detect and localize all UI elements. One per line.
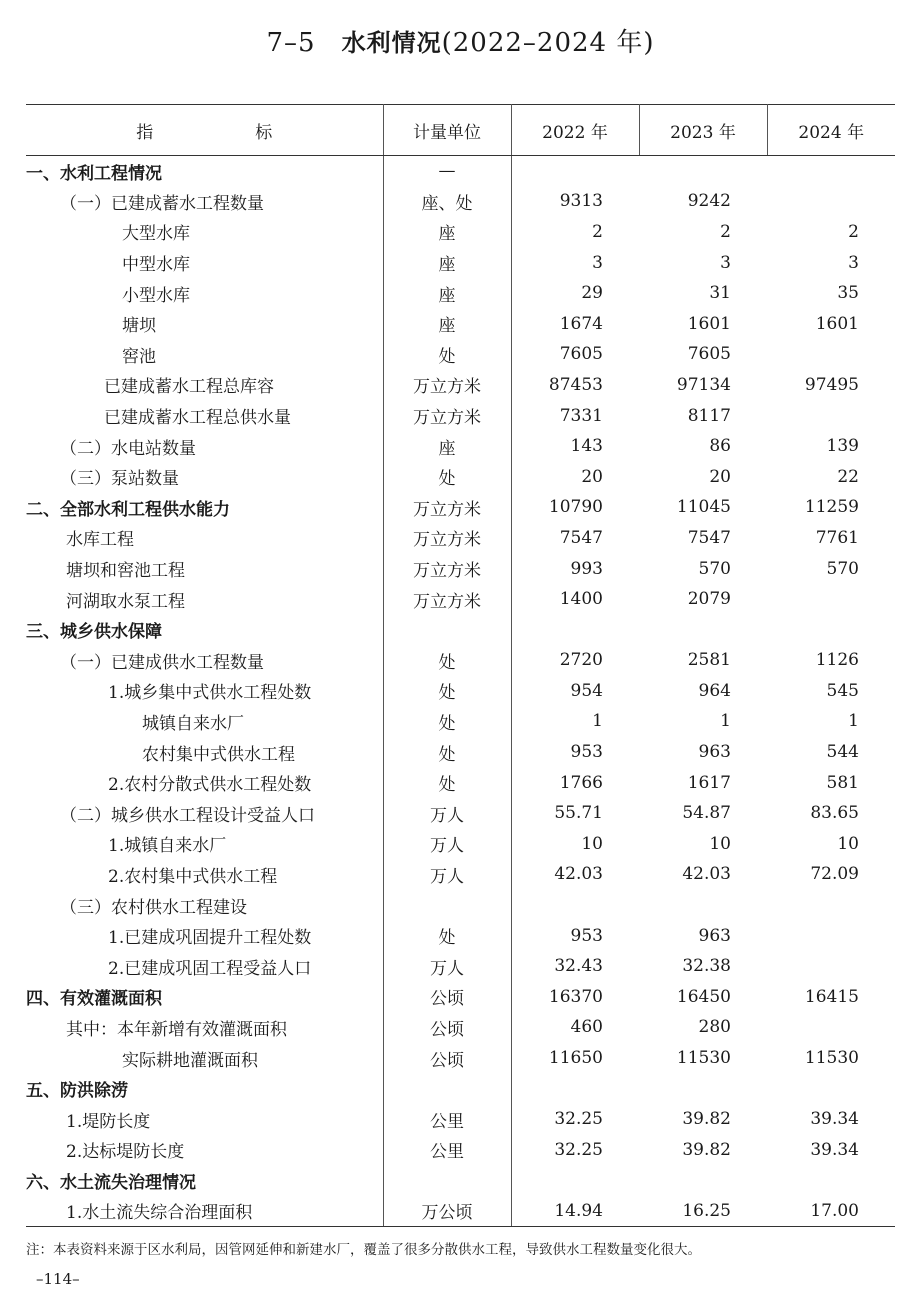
row-label: 2.已建成巩固工程受益人口 [108, 958, 312, 979]
row-value-2023: 7605 [687, 344, 731, 365]
row-unit: 公顷 [383, 1012, 511, 1043]
row-value-2024: 39.34 [810, 1109, 859, 1130]
row-value-2023: 11530 [676, 1048, 731, 1069]
row-value-2022: 87453 [548, 374, 603, 395]
row-unit: 处 [383, 737, 511, 768]
row-label: 塘坝和窖池工程 [66, 561, 185, 582]
row-value-2023: 964 [698, 680, 731, 701]
row-value-2022: 1766 [559, 772, 603, 793]
row-label: 一、水利工程情况 [26, 163, 162, 184]
row-value-2022: 16370 [548, 986, 603, 1007]
row-value-2024: 139 [826, 436, 859, 457]
row-value-2023: 16.25 [639, 1196, 767, 1227]
row-unit: 万立方米 [383, 370, 511, 401]
row-label: 四、有效灌溉面积 [26, 989, 162, 1010]
table-row [26, 1104, 895, 1135]
table-row [26, 829, 895, 860]
table-row [26, 523, 895, 554]
row-value-2023: 2079 [687, 589, 731, 610]
row-label: （二）水电站数量 [60, 438, 196, 459]
row-unit: 万人 [383, 829, 511, 860]
header-unit: 计量单位 [383, 105, 511, 156]
row-value-2024: 39.34 [810, 1139, 859, 1160]
row-unit: 万立方米 [383, 584, 511, 615]
row-value-2024: 16415 [804, 986, 859, 1007]
row-value-2024: 11259 [804, 497, 859, 518]
row-unit [383, 1165, 511, 1196]
row-value-2022: 20 [581, 466, 603, 487]
row-value-2023: 39.82 [682, 1139, 731, 1160]
table-row [26, 1196, 895, 1227]
row-value-2022: 10 [581, 833, 603, 854]
row-value-2024: 35 [837, 283, 859, 304]
row-value-2023 [639, 1165, 767, 1196]
row-value-2022: 953 [570, 925, 603, 946]
table-row [26, 951, 895, 982]
row-value-2024 [767, 1073, 895, 1104]
row-label: （三）农村供水工程建设 [60, 897, 247, 918]
row-value-2023: 963 [698, 742, 731, 763]
row-value-2022: 14.94 [511, 1196, 639, 1227]
header-2024: 2024 年 [767, 105, 895, 156]
row-label: 2.农村分散式供水工程处数 [108, 775, 312, 796]
row-value-2024: 97495 [804, 374, 859, 395]
table-row [26, 461, 895, 492]
table-row [26, 737, 895, 768]
table-row [26, 584, 895, 615]
table-row [26, 645, 895, 676]
row-value-2022: 953 [570, 742, 603, 763]
row-value-2024: 83.65 [810, 803, 859, 824]
table-row [26, 492, 895, 523]
row-unit: 座 [383, 431, 511, 462]
row-label: （一）已建成蓄水工程数量 [60, 193, 264, 214]
row-label: （一）已建成供水工程数量 [60, 652, 264, 673]
table-body [26, 156, 895, 1227]
row-value-2023: 86 [709, 436, 731, 457]
row-value-2024 [767, 920, 895, 951]
row-value-2024 [767, 400, 895, 431]
row-value-2022: 32.43 [554, 956, 603, 977]
row-label: 已建成蓄水工程总库容 [104, 377, 274, 398]
row-value-2022: 29 [581, 283, 603, 304]
row-value-2024: 1601 [815, 313, 859, 334]
row-value-2024 [767, 614, 895, 645]
table-row [26, 156, 895, 187]
row-value-2022: 3 [592, 252, 603, 273]
row-unit: 万人 [383, 798, 511, 829]
row-value-2022: 10790 [548, 497, 603, 518]
row-value-2022 [511, 1073, 639, 1104]
row-label: 其中：本年新增有效灌溉面积 [66, 1019, 287, 1040]
row-value-2023: 16450 [676, 986, 731, 1007]
row-value-2022: 460 [570, 1017, 603, 1038]
row-unit: 万人 [383, 859, 511, 890]
row-label: 城镇自来水厂 [142, 713, 244, 734]
row-value-2024 [767, 584, 895, 615]
row-value-2023: 11045 [676, 497, 731, 518]
row-value-2024: 10 [837, 833, 859, 854]
row-unit: 座、处 [383, 186, 511, 217]
row-unit: 处 [383, 676, 511, 707]
row-value-2024: 22 [837, 466, 859, 487]
table-row [26, 400, 895, 431]
row-value-2022: 2 [592, 221, 603, 242]
row-unit [383, 1073, 511, 1104]
table-row [26, 614, 895, 645]
row-value-2022: 2720 [559, 650, 603, 671]
row-value-2023: 39.82 [682, 1109, 731, 1130]
table-row [26, 798, 895, 829]
header-2022: 2022 年 [511, 105, 639, 156]
row-value-2024 [767, 890, 895, 921]
row-value-2024 [767, 1012, 895, 1043]
row-unit: 公里 [383, 1104, 511, 1135]
row-unit: 万立方米 [383, 492, 511, 523]
row-label: 三、城乡供水保障 [26, 622, 162, 643]
row-unit: 处 [383, 339, 511, 370]
row-unit: 处 [383, 461, 511, 492]
row-value-2024: 581 [826, 772, 859, 793]
row-value-2023: 42.03 [682, 864, 731, 885]
row-unit: 万立方米 [383, 523, 511, 554]
row-value-2022: 1400 [559, 589, 603, 610]
table-row [26, 431, 895, 462]
table-row [26, 1073, 895, 1104]
row-value-2022 [511, 890, 639, 921]
row-unit: 公顷 [383, 982, 511, 1013]
table-row [26, 553, 895, 584]
row-label: 五、防洪除涝 [26, 1081, 128, 1102]
row-value-2024: 545 [826, 680, 859, 701]
row-value-2023: 97134 [676, 374, 731, 395]
row-unit: 座 [383, 278, 511, 309]
table-row [26, 247, 895, 278]
row-unit: 座 [383, 308, 511, 339]
table-row [26, 706, 895, 737]
row-value-2024: 17.00 [767, 1196, 895, 1227]
row-unit [383, 614, 511, 645]
row-label: 六、水土流失治理情况 [26, 1172, 196, 1193]
table-row [26, 1043, 895, 1074]
page-number: –114– [36, 1270, 80, 1288]
row-label: 窖池 [122, 346, 156, 367]
row-unit: — [383, 156, 511, 187]
row-value-2024: 2 [848, 221, 859, 242]
row-unit: 万立方米 [383, 553, 511, 584]
row-value-2022: 1 [592, 711, 603, 732]
row-value-2024 [767, 186, 895, 217]
row-value-2023: 1601 [687, 313, 731, 334]
row-unit: 座 [383, 247, 511, 278]
table-row [26, 982, 895, 1013]
row-value-2023 [639, 156, 767, 187]
row-label: 1.城镇自来水厂 [108, 836, 227, 857]
row-value-2023: 7547 [687, 527, 731, 548]
row-value-2022: 32.25 [554, 1109, 603, 1130]
header-row [26, 105, 895, 156]
row-unit: 处 [383, 920, 511, 951]
row-value-2022 [511, 614, 639, 645]
row-value-2022: 1674 [559, 313, 603, 334]
row-value-2024: 7761 [815, 527, 859, 548]
row-unit: 处 [383, 706, 511, 737]
row-label: 2.达标堤防长度 [66, 1142, 185, 1163]
row-label: 二、全部水利工程供水能力 [26, 499, 230, 520]
row-value-2022: 11650 [548, 1048, 603, 1069]
row-value-2022: 143 [570, 436, 603, 457]
row-value-2023: 20 [709, 466, 731, 487]
row-value-2024: 11530 [804, 1048, 859, 1069]
row-unit: 座 [383, 217, 511, 248]
row-value-2024 [767, 951, 895, 982]
row-value-2023: 54.87 [682, 803, 731, 824]
row-label: 2.农村集中式供水工程 [108, 866, 278, 887]
table-row [26, 370, 895, 401]
row-value-2023: 8117 [687, 405, 731, 426]
row-value-2023 [639, 890, 767, 921]
row-unit: 万公顷 [383, 1196, 511, 1227]
row-unit: 万人 [383, 951, 511, 982]
row-value-2023: 280 [698, 1017, 731, 1038]
row-value-2023: 2581 [687, 650, 731, 671]
table-row [26, 859, 895, 890]
row-label: （三）泵站数量 [60, 469, 179, 490]
header-indicator: 指 标 [26, 105, 383, 156]
row-label: 河湖取水泵工程 [66, 591, 185, 612]
row-value-2024: 72.09 [810, 864, 859, 885]
row-value-2023: 31 [709, 283, 731, 304]
row-value-2022: 7605 [559, 344, 603, 365]
row-value-2023: 10 [709, 833, 731, 854]
table-row [26, 1012, 895, 1043]
table-row [26, 676, 895, 707]
row-label: 已建成蓄水工程总供水量 [104, 408, 291, 429]
row-value-2022: 954 [570, 680, 603, 701]
row-unit [383, 890, 511, 921]
row-value-2023: 32.38 [682, 956, 731, 977]
table-row [26, 1165, 895, 1196]
row-label: 塘坝 [122, 316, 156, 337]
row-value-2024 [767, 1165, 895, 1196]
row-value-2022: 32.25 [554, 1139, 603, 1160]
row-value-2022 [511, 156, 639, 187]
water-conservancy-table [26, 104, 895, 1227]
row-label: 农村集中式供水工程 [142, 744, 295, 765]
row-value-2023: 570 [698, 558, 731, 579]
row-label: 1.城乡集中式供水工程处数 [108, 683, 312, 704]
row-label: （二）城乡供水工程设计受益人口 [60, 805, 315, 826]
table-row [26, 920, 895, 951]
row-label: 1.已建成巩固提升工程处数 [108, 928, 312, 949]
table-header [26, 105, 895, 156]
row-value-2023 [639, 614, 767, 645]
row-value-2023: 1 [720, 711, 731, 732]
row-label: 1.水土流失综合治理面积 [26, 1196, 383, 1227]
table-row [26, 339, 895, 370]
row-value-2023: 3 [720, 252, 731, 273]
row-value-2022: 7331 [559, 405, 603, 426]
table-title [0, 22, 921, 59]
row-value-2022: 55.71 [554, 803, 603, 824]
row-label: 1.堤防长度 [66, 1111, 151, 1132]
table-row [26, 217, 895, 248]
table-row [26, 186, 895, 217]
row-value-2024: 570 [826, 558, 859, 579]
table-title-text: 水利情况 [341, 29, 442, 57]
row-value-2022: 42.03 [554, 864, 603, 885]
table-row [26, 278, 895, 309]
row-value-2023: 9242 [687, 191, 731, 212]
row-value-2024: 544 [826, 742, 859, 763]
row-value-2022: 9313 [559, 191, 603, 212]
row-value-2023: 963 [698, 925, 731, 946]
row-unit: 公里 [383, 1135, 511, 1166]
row-value-2024 [767, 156, 895, 187]
row-label: 实际耕地灌溉面积 [122, 1050, 258, 1071]
table-row [26, 1135, 895, 1166]
row-value-2022: 993 [570, 558, 603, 579]
row-value-2023 [639, 1073, 767, 1104]
row-value-2023: 2 [720, 221, 731, 242]
table-row [26, 767, 895, 798]
row-label: 中型水库 [122, 255, 190, 276]
row-value-2022: 7547 [559, 527, 603, 548]
table-title-years: (2022–2024 年) [441, 28, 655, 58]
table-note: 注：本表资料来源于区水利局，因管网延伸和新建水厂，覆盖了很多分散供水工程，导致供水工程数量变化很大。 [26, 1242, 701, 1258]
row-value-2022 [511, 1165, 639, 1196]
row-value-2024: 1 [848, 711, 859, 732]
row-value-2024: 3 [848, 252, 859, 273]
row-unit: 处 [383, 645, 511, 676]
row-label: 小型水库 [122, 285, 190, 306]
table-row [26, 890, 895, 921]
row-value-2024: 1126 [815, 650, 859, 671]
row-label: 水库工程 [66, 530, 134, 551]
row-unit: 万立方米 [383, 400, 511, 431]
table-number: 7–5 [266, 28, 316, 58]
row-value-2024 [767, 339, 895, 370]
row-unit: 公顷 [383, 1043, 511, 1074]
row-value-2023: 1617 [687, 772, 731, 793]
row-label: 大型水库 [122, 224, 190, 245]
header-2023: 2023 年 [639, 105, 767, 156]
table-row [26, 308, 895, 339]
row-unit: 处 [383, 767, 511, 798]
